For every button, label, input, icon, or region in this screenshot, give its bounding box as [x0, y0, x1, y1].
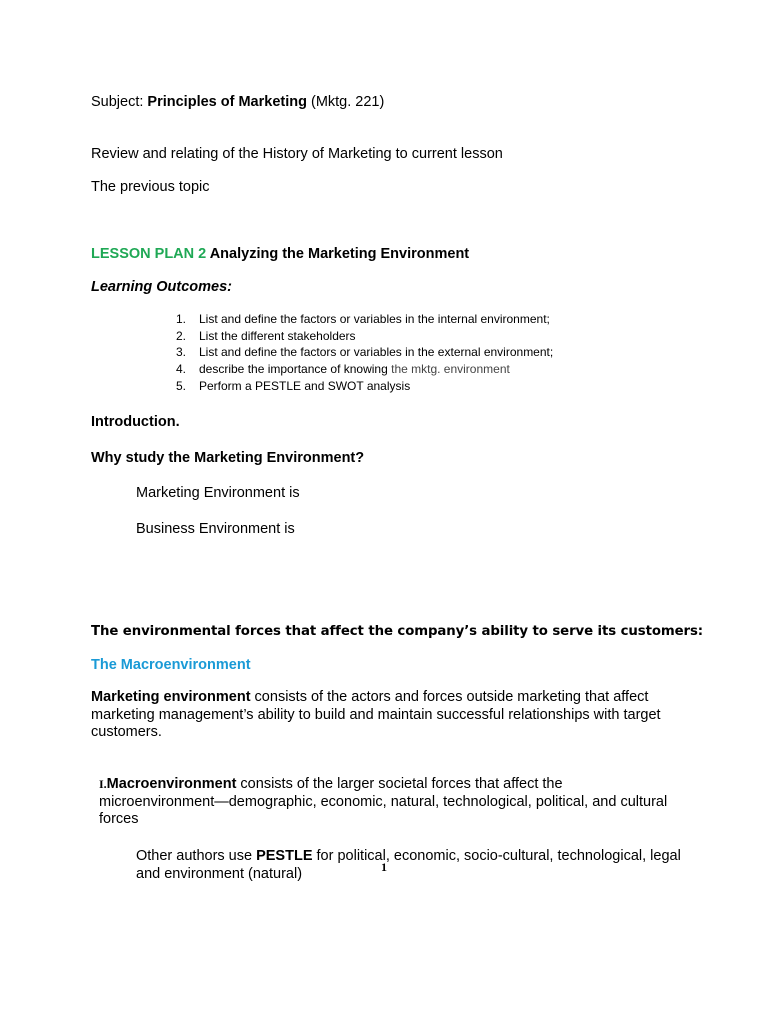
lesson-heading [91, 245, 469, 263]
pestle-term: PESTLE [256, 848, 313, 864]
why-heading: Why study the Marketing Environment? [91, 450, 365, 466]
subject-line [91, 93, 384, 111]
macro-definition [99, 776, 669, 829]
macro-rest: consists of the larger societal forces that affect the microenvironment—demographic, economic, natural, technological, political, and cultural forces [99, 776, 668, 828]
pestle-post: for political, economic, socio-cultural, technological, legal and environment (natural) [136, 848, 681, 882]
macro-term: Macroenvironment [106, 776, 237, 792]
learning-outcomes-list [176, 311, 553, 395]
page-number: 1 [381, 860, 387, 874]
forces-heading: The environmental forces that affect the company’s ability to serve its customers: [91, 624, 704, 639]
roman-numeral: I. [99, 777, 107, 791]
list-item: 1. List and define the factors or variables in the internal environment; [176, 312, 550, 326]
list-item: 4. describe the importance of knowing the mktg. environment [176, 362, 510, 377]
lesson-title: Analyzing the Marketing Environment [206, 246, 470, 262]
review-line: Review and relating of the History of Marketing to current lesson [91, 146, 503, 162]
subject-label: Subject: [91, 94, 148, 110]
list-item: 2. List the different stakeholders [176, 328, 356, 343]
list-item: 5. Perform a PESTLE and SWOT analysis [176, 378, 411, 393]
marketing-env-is: Marketing Environment is [136, 485, 300, 501]
subject-code: (Mktg. 221) [306, 94, 385, 110]
introduction-heading: Introduction. [91, 414, 180, 430]
pestle-pre: Other authors use [136, 848, 257, 864]
macro-heading: The Macroenvironment [91, 657, 251, 673]
list-item: 3. List and define the factors or variables in the external environment; [176, 345, 554, 360]
marketing-env-rest: consists of the actors and forces outside marketing that affect marketing management’s ability to build and maintain successful relationships with target customers. [91, 689, 661, 741]
business-env-is: Business Environment is [136, 521, 295, 537]
lesson-tag: LESSON PLAN 2 [91, 246, 207, 262]
previous-topic: The previous topic [91, 179, 210, 195]
learning-outcomes-heading: Learning Outcomes: [91, 279, 232, 295]
marketing-env-definition [91, 689, 691, 742]
marketing-env-term: Marketing environment [91, 689, 251, 705]
subject-title: Principles of Marketing [147, 94, 307, 110]
